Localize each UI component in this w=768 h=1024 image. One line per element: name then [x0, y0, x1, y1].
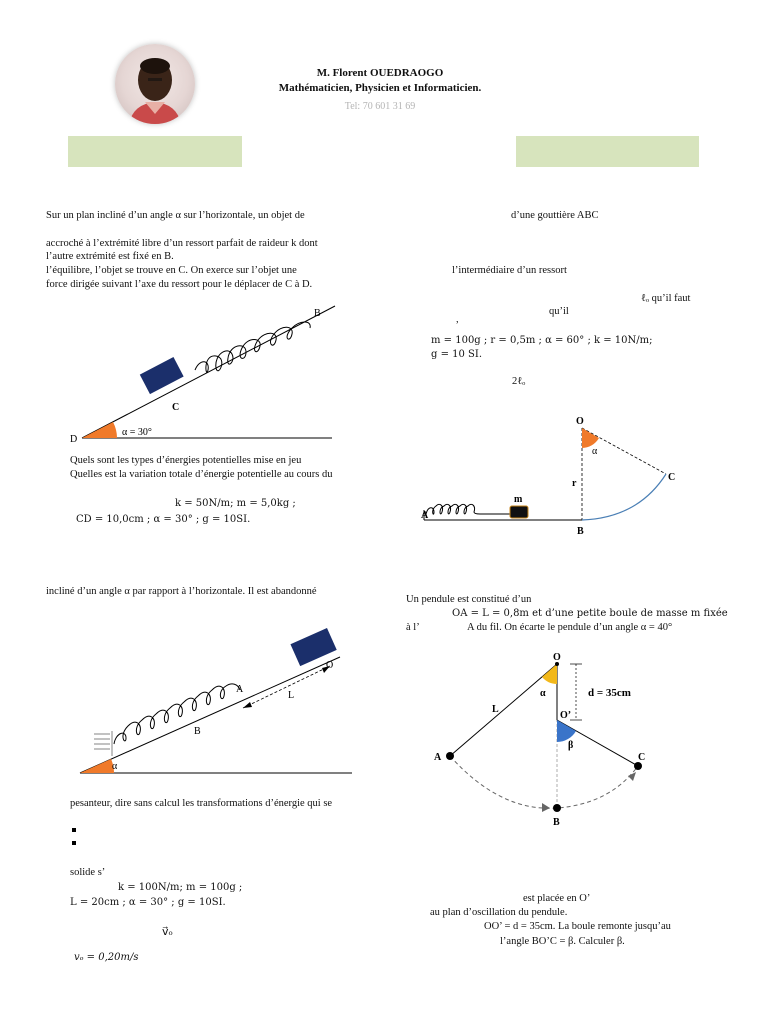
ball-b — [553, 804, 561, 812]
fig4-label-c: C — [638, 752, 646, 763]
ex1-line-4: l’équilibre, l’objet se trouve en C. On exerce sur l’objet une — [46, 265, 297, 276]
ex3-data-2: g = 10 SI. — [431, 349, 483, 360]
ex1-line-2: accroché à l’extrémité libre d’un ressort parfait de raideur k dont — [46, 238, 318, 249]
fig3-label-alpha: α — [592, 446, 598, 457]
ex1-question-2: Quelles est la variation totale d’énergie potentielle au cours du — [70, 469, 333, 480]
fig4-label-a: A — [434, 752, 442, 763]
fig1-label-d: D — [70, 434, 78, 445]
fig3-label-r: r — [572, 478, 577, 489]
fig4-label-d: d = 35cm — [588, 687, 631, 699]
author-phone: Tel: 70 601 31 69 — [344, 101, 416, 112]
ex2-line-2: pesanteur, dire sans calcul les transformations d’énergie qui se — [70, 798, 333, 809]
fig3-label-b: B — [577, 526, 584, 537]
ex4-line-3a: à l’ — [406, 622, 420, 633]
ex1-line-1: Sur un plan incliné d’un angle α sur l’horizontale, un objet de — [46, 210, 305, 221]
alpha-wedge — [582, 428, 599, 448]
spring-2 — [114, 684, 240, 744]
person-portrait-icon — [115, 44, 195, 124]
spring-1 — [195, 322, 310, 372]
gutter-arc — [582, 474, 666, 520]
wall-hatch — [94, 731, 112, 756]
author-title: Mathématicien, Physicien et Informaticien. — [278, 82, 482, 94]
swing-arc — [450, 756, 638, 808]
ex2-line-3: solide s’ — [70, 867, 106, 878]
ex4-line-1: Un pendule est constitué d’un — [406, 594, 532, 605]
beta-wedge — [557, 720, 576, 742]
fig2-label-o: O — [326, 660, 334, 671]
string-oa — [450, 664, 557, 756]
fig2-angle-label: α — [112, 761, 118, 772]
ex1-question-1: Quels sont les types d’énergies potentielles mise en jeu — [70, 455, 302, 466]
fig4-label-l: L — [492, 704, 499, 715]
ex2-data-2: L = 20cm ; α = 30° ; g = 10SI. — [70, 897, 226, 908]
ex3-line-4: qu’il — [549, 306, 569, 317]
bullet-1 — [72, 828, 76, 832]
figure-incline-spring-1 — [60, 298, 360, 448]
ex3-line-2: l’intermédiaire d’un ressort — [452, 265, 567, 276]
ex2-v0-symbol: v⃗ₒ — [162, 925, 173, 938]
fig1-angle-label: α = 30° — [122, 427, 152, 438]
angle-wedge — [80, 759, 114, 773]
fig4-label-o: O — [553, 652, 561, 663]
ex2-v0-value: vₒ = 0,20m/s — [74, 952, 139, 963]
fig3-label-o: O — [576, 416, 584, 427]
ex3-line-6: 2ℓₒ — [512, 376, 526, 387]
fig2-label-l: L — [288, 690, 295, 701]
fig4-label-b: B — [553, 817, 560, 828]
ex4-line-2: OA = L = 0,8m et d’une petite boule de masse m fixée — [452, 608, 728, 619]
ex1-line-5: force dirigée suivant l’axe du ressort pour le déplacer de C à D. — [46, 279, 313, 290]
ex2-data-1: k = 100N/m; m = 100g ; — [118, 882, 243, 893]
ex4-line-3b: A du fil. On écarte le pendule d’un angle α = 40° — [467, 622, 673, 633]
angle-wedge — [82, 422, 117, 438]
bullet-2 — [72, 841, 76, 845]
ex1-data-2: CD = 10,0cm ; α = 30° ; g = 10SI. — [76, 514, 251, 525]
ex3-data-1: m = 100g ; r = 0,5m ; α = 60° ; k = 10N/m; — [431, 335, 653, 346]
ball-c — [634, 762, 642, 770]
section-banner-left — [68, 136, 242, 167]
fig4-label-beta: β — [568, 740, 574, 751]
ex3-line-1: d’une gouttière ABC — [511, 210, 599, 221]
fig4-label-op: O’ — [560, 710, 572, 721]
figure-pendulum — [430, 650, 670, 830]
fig4-label-alpha: α — [540, 688, 546, 699]
ex4-line-4: est placée en O’ — [523, 893, 591, 904]
fig2-label-a: A — [236, 684, 244, 695]
incline-line — [80, 657, 340, 773]
ex4-line-5: au plan d’oscillation du pendule. — [430, 907, 568, 918]
author-photo — [115, 44, 195, 124]
ex3-line-3: ℓₒ qu’il faut — [641, 293, 691, 304]
fig3-label-a: A — [421, 510, 429, 521]
fig2-label-b: B — [194, 726, 201, 737]
ex4-line-6: OO’ = d = 35cm. La boule remonte jusqu’au — [484, 921, 671, 932]
mass-block — [510, 506, 528, 518]
ex4-line-7: l’angle BO’C = β. Calculer β. — [500, 936, 625, 947]
author-name: M. Florent OUEDRAOGO — [316, 67, 444, 79]
ex1-line-3: l’autre extrémité est fixé en B. — [46, 251, 174, 262]
fig3-label-c: C — [668, 472, 676, 483]
ex3-line-5: , — [456, 314, 459, 325]
alpha-wedge — [542, 664, 557, 684]
ex1-data-1: k = 50N/m; m = 5,0kg ; — [175, 498, 296, 509]
fig1-label-b: B — [314, 308, 321, 319]
ball-a — [446, 752, 454, 760]
section-banner-right — [516, 136, 699, 167]
distance-l-arrow — [243, 666, 330, 708]
incline-line — [82, 306, 335, 438]
figure-gutter — [418, 414, 688, 538]
fig1-label-c: C — [172, 402, 180, 413]
ex2-line-1: incliné d’un angle α par rapport à l’horizontale. Il est abandonné — [46, 586, 317, 597]
spring-3 — [426, 504, 510, 514]
fig3-label-m: m — [514, 494, 523, 505]
figure-incline-spring-2 — [78, 626, 358, 778]
